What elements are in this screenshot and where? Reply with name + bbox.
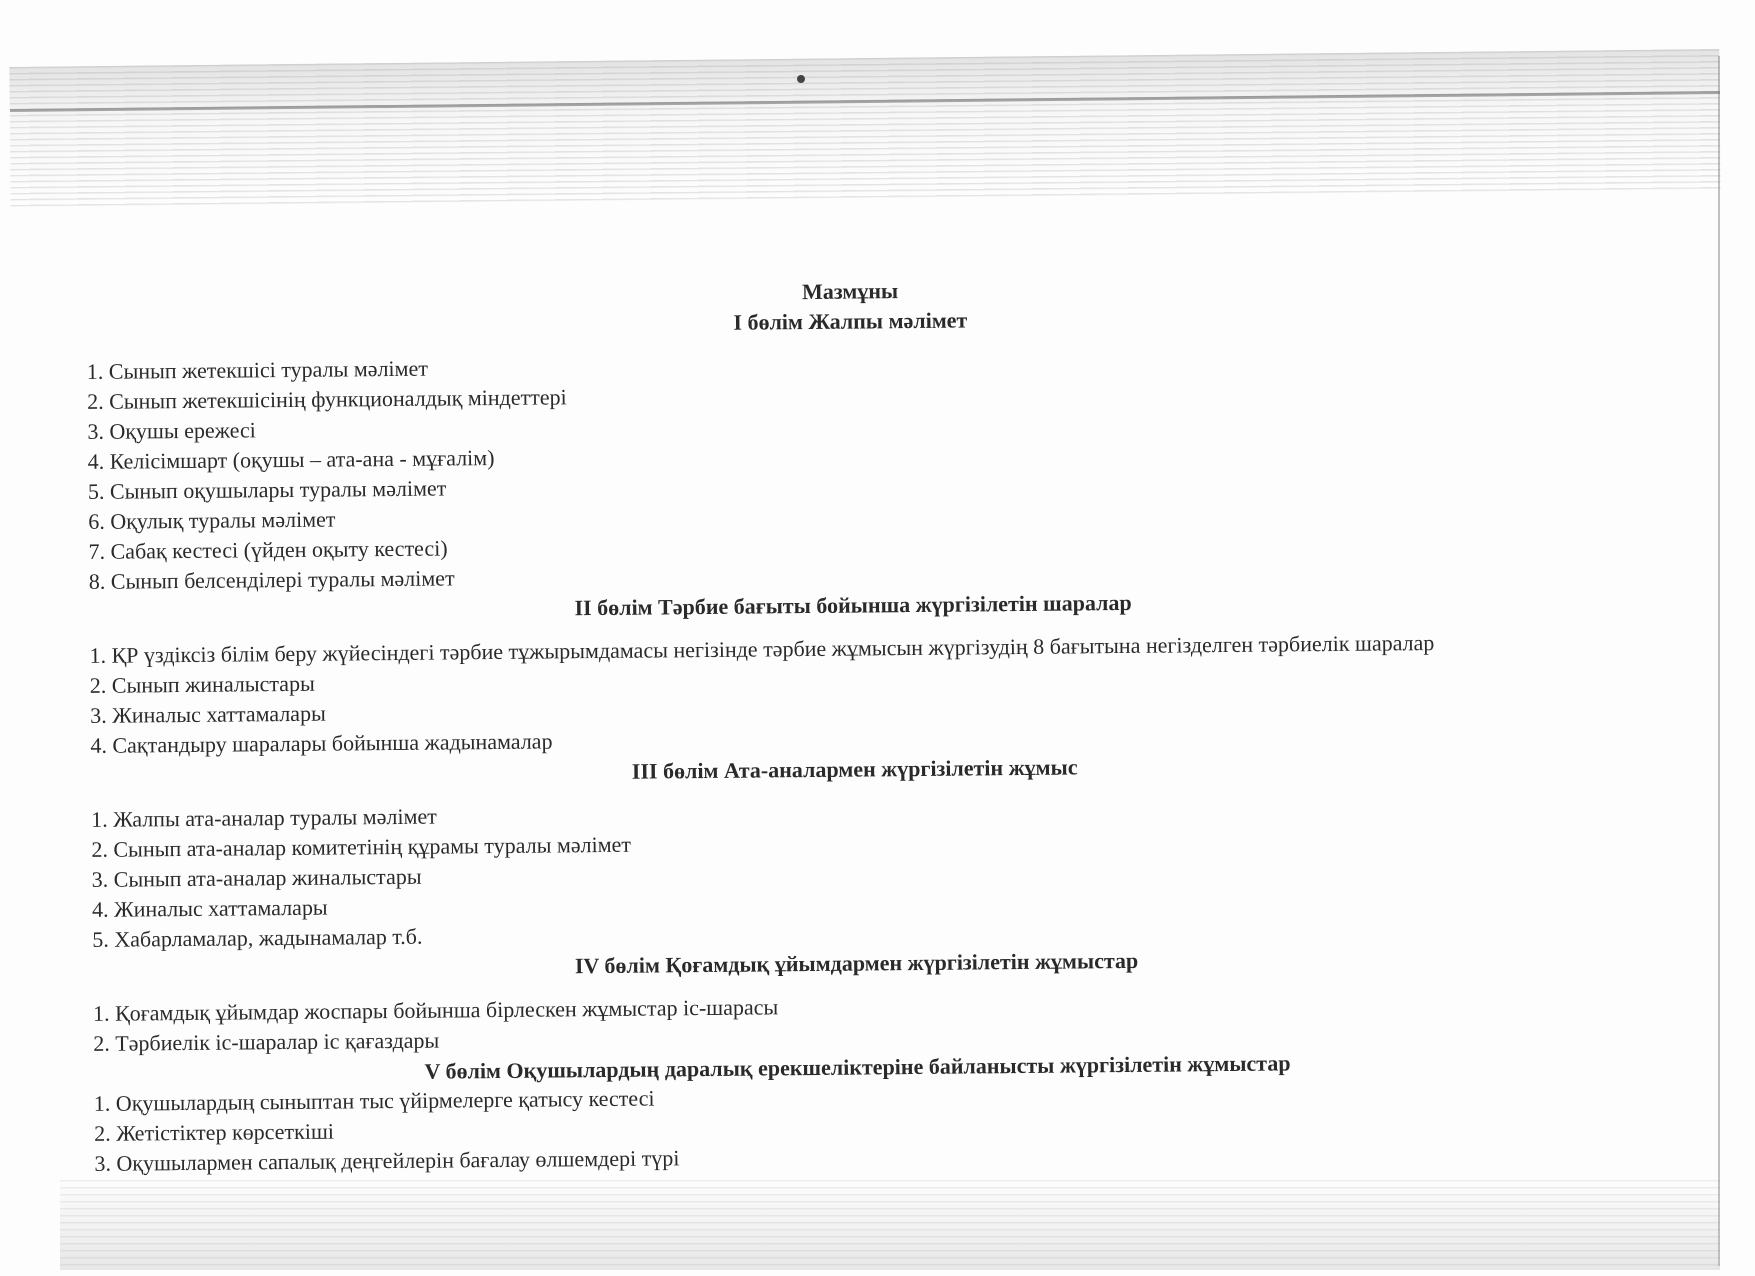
list-item: 1. Қоғамдық ұйымдар жоспары бойынша бірлескен жұмыстар іс-шарасы xyxy=(92,994,779,1026)
list-item: 6. Оқулық туралы мәлімет xyxy=(88,506,336,534)
list-item: 3. Жиналыс хаттамалары xyxy=(90,700,326,728)
section-3-heading: III бөлім Ата-аналармен жүргізілетін жұмыс xyxy=(631,754,1078,784)
section-2-heading: II бөлім Тәрбие бағыты бойынша жүргізілетін шаралар xyxy=(574,589,1132,621)
scanner-edge-shadow-top xyxy=(9,49,1720,207)
list-item: 8. Сынып белсенділері туралы мәлімет xyxy=(88,565,455,594)
punch-hole-mark xyxy=(797,75,805,83)
table-of-contents xyxy=(80,270,1629,1179)
section-4-heading: IV бөлім Қоғамдық ұйымдармен жүргізілетін жұмыстар xyxy=(574,947,1139,979)
list-item: 1. ҚР үздіксіз білім беру жүйесіндегі тәрбие тұжырымдамасы негізінде тәрбие жұмысын жүргізудің 8 бағытына негізделген тәрбиелік шаралар xyxy=(89,630,1435,668)
list-item: 1. Оқушылардың сыныптан тыс үйірмелерге қатысу кестесі xyxy=(93,1085,655,1116)
list-item: 2. Сынып жетекшісінің функционалдық міндеттері xyxy=(86,384,567,414)
list-item: 3. Оқушы ережесі xyxy=(87,417,256,444)
list-item: 2. Жетістіктер көрсеткіші xyxy=(94,1118,335,1146)
document-title: Мазмұны xyxy=(801,278,899,305)
list-item: 4. Жиналыс хаттамалары xyxy=(91,894,328,922)
list-item: 4. Келісімшарт (оқушы – ата-ана - мұғалім) xyxy=(87,445,495,474)
list-item: 4. Сақтандыру шаралары бойынша жадынамалар xyxy=(90,728,553,758)
list-item: 3. Оқушылармен сапалық деңгейлерін бағалау өлшемдері түрі xyxy=(94,1145,680,1176)
list-item: 5. Хабарламалар, жадынамалар т.б. xyxy=(92,923,423,952)
scanner-edge-right xyxy=(1718,56,1720,1266)
section-1-heading: I бөлім Жалпы мәлімет xyxy=(733,307,968,335)
list-item: 1. Сынып жетекшісі туралы мәлімет xyxy=(86,355,429,384)
list-item: 5. Сынып оқушылары туралы мәлімет xyxy=(87,475,447,504)
list-item: 7. Сабақ кестесі (үйден оқыту кестесі) xyxy=(88,535,448,564)
list-item: 2. Сынып жиналыстары xyxy=(89,670,315,698)
list-item: 3. Сынып ата-аналар жиналыстары xyxy=(91,863,422,892)
list-item: 2. Сынып ата-аналар комитетінің құрамы туралы мәлімет xyxy=(91,831,632,862)
list-item: 1. Жалпы ата-аналар туралы мәлімет xyxy=(91,803,437,832)
section-5-heading: V бөлім Оқушылардың даралық ерекшеліктеріне байланысты жүргізілетін жұмыстар xyxy=(424,1050,1291,1084)
list-item: 2. Тәрбиелік іс-шаралар іс қағаздары xyxy=(93,1027,440,1056)
scanner-edge-shadow-bottom xyxy=(60,1180,1720,1270)
